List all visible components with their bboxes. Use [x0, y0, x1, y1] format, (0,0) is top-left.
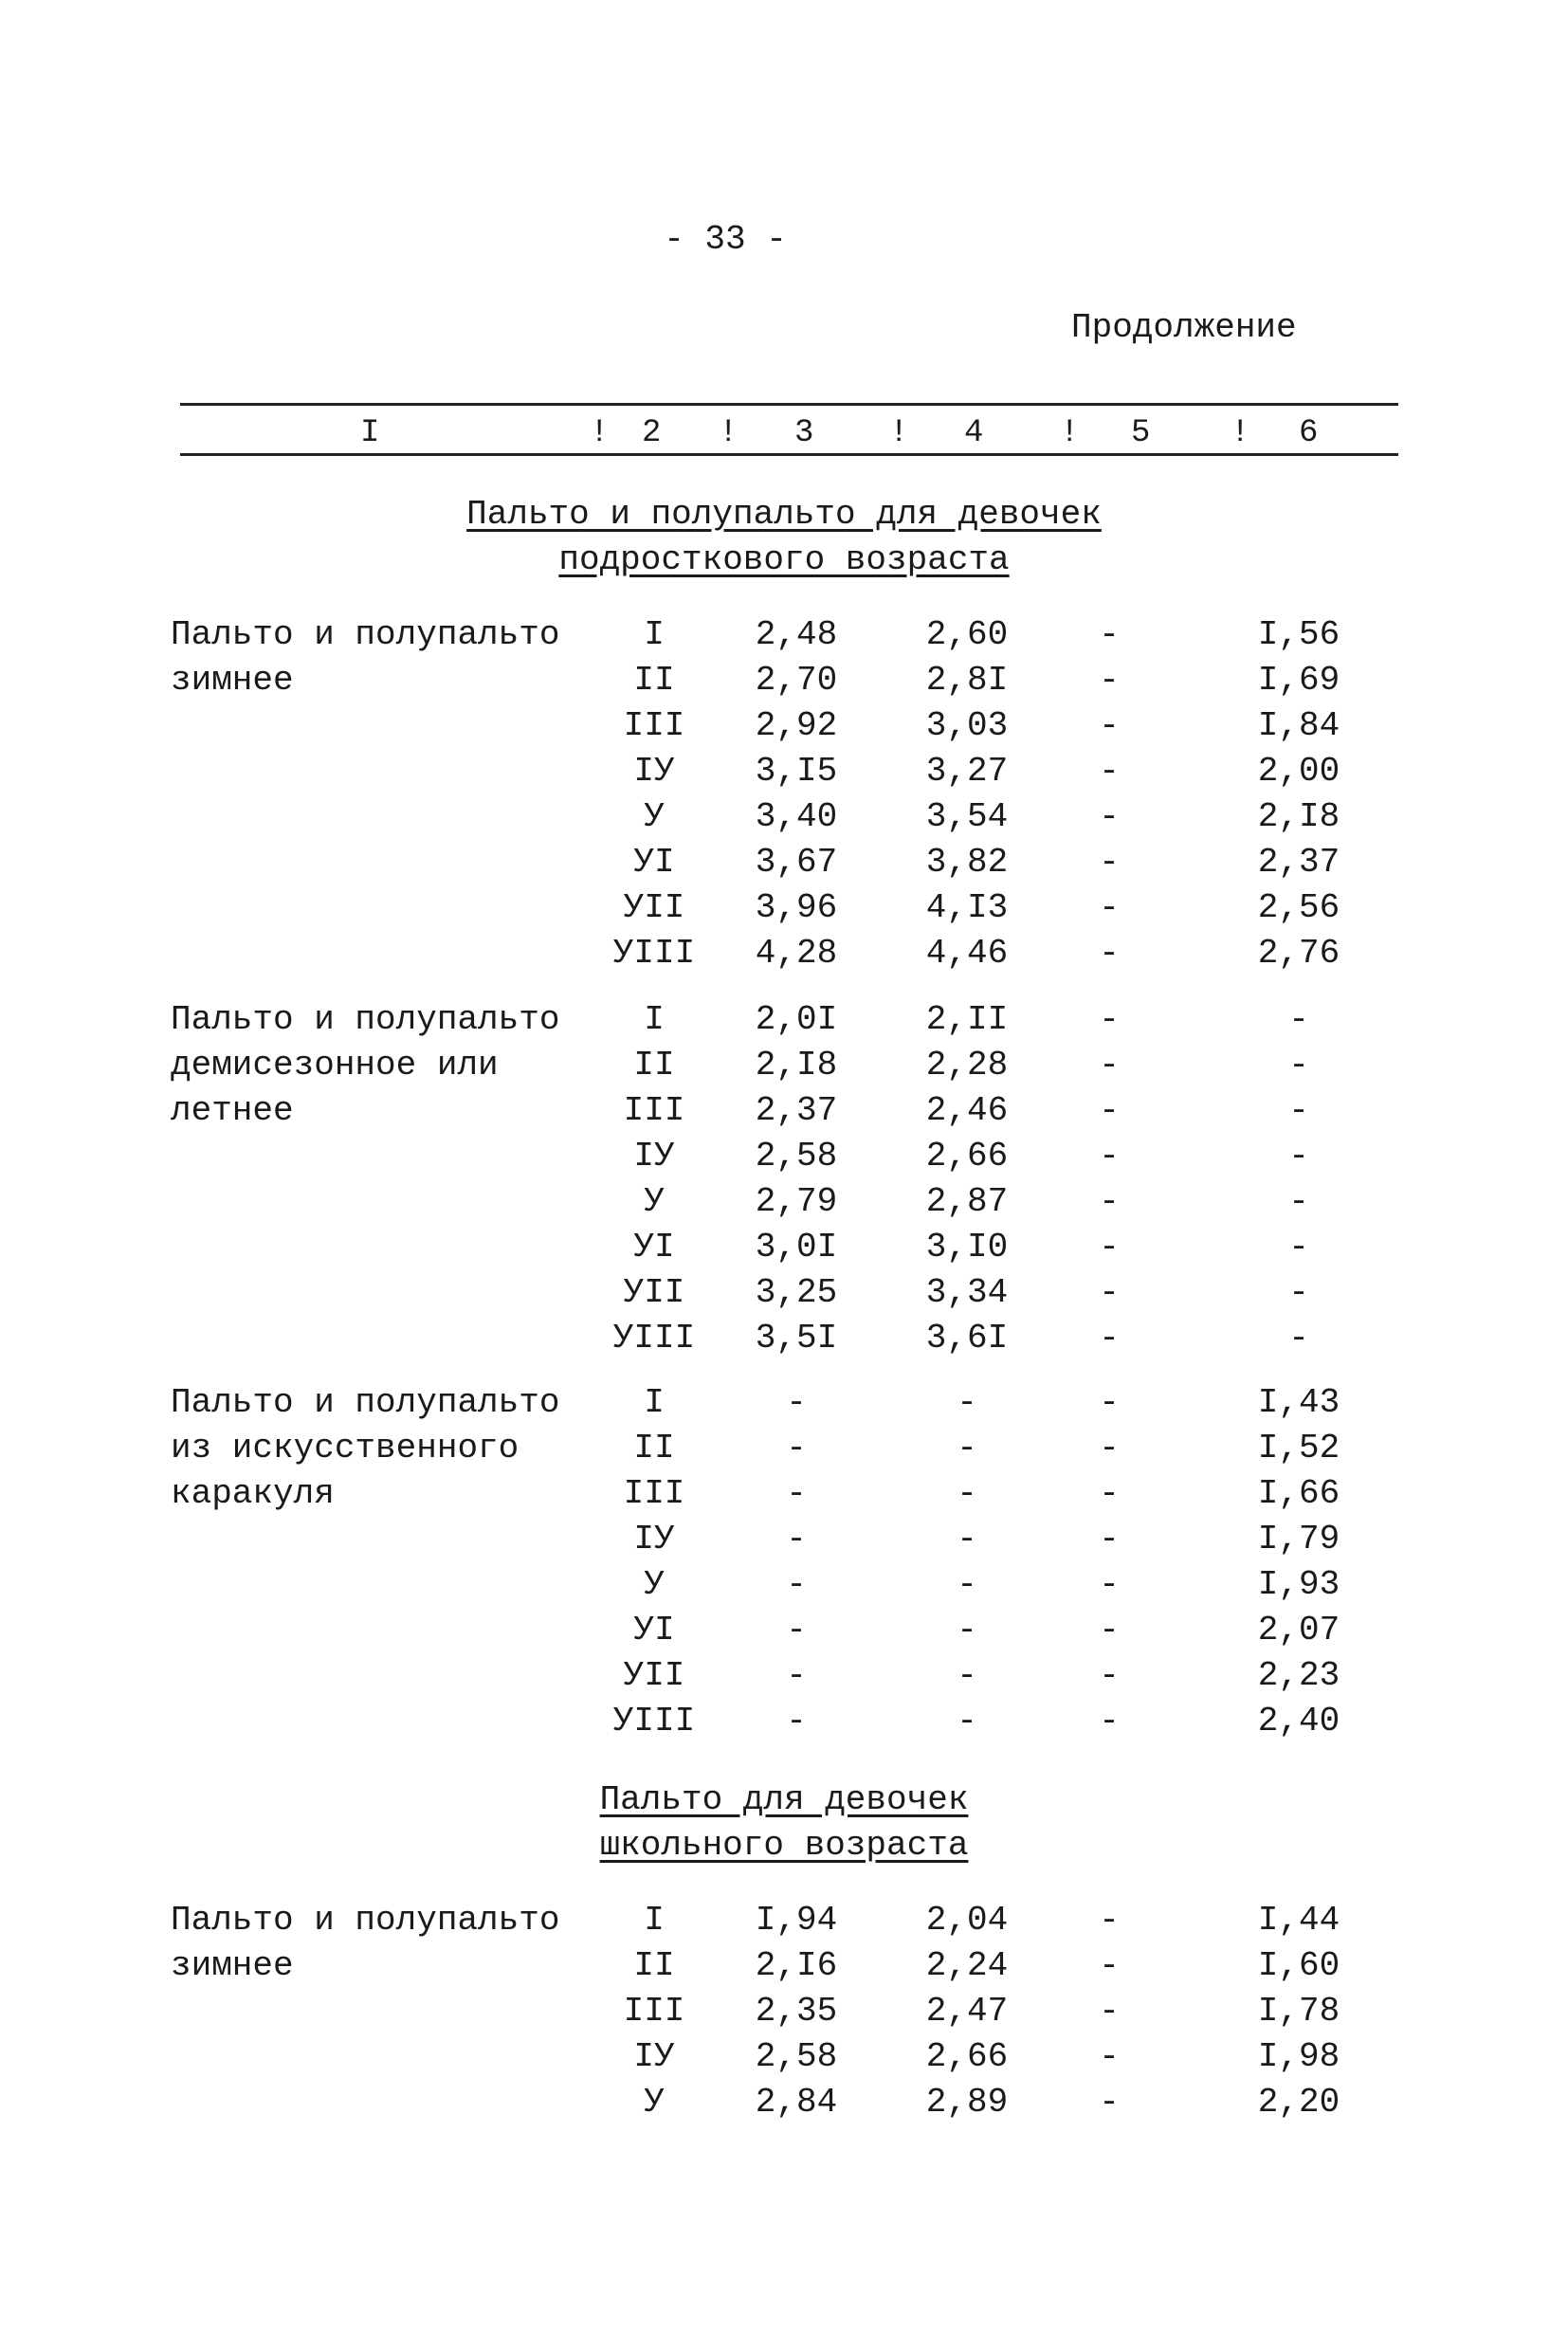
value-cell-3: 2,79	[755, 1182, 838, 1221]
value-cell-6: I,60	[1257, 1946, 1340, 1985]
size-cell: У	[644, 1182, 665, 1221]
header-sep-2: !	[719, 415, 738, 451]
size-cell: II	[633, 1046, 675, 1084]
value-cell-3: 3,5I	[755, 1319, 838, 1358]
value-cell-4: 3,6I	[925, 1319, 1009, 1358]
value-cell-6: -	[1288, 1046, 1309, 1084]
value-cell-4: 3,82	[925, 843, 1009, 882]
value-cell-5: -	[1099, 1319, 1120, 1358]
value-cell-3: 2,84	[755, 2083, 838, 2122]
value-cell-6: -	[1288, 1000, 1309, 1039]
value-cell-4: 3,27	[925, 752, 1009, 791]
value-cell-5: -	[1099, 1656, 1120, 1695]
value-cell-3: 2,I8	[755, 1046, 838, 1084]
value-cell-6: -	[1288, 1091, 1309, 1130]
group-label: Пальто и полупальто	[171, 1383, 560, 1422]
group-label: Пальто и полупальто	[171, 1901, 560, 1940]
section-title-2b: школьного возраста	[599, 1826, 969, 1865]
value-cell-6: I,79	[1257, 1520, 1340, 1558]
value-cell-4: 3,34	[925, 1273, 1009, 1312]
value-cell-4: 2,24	[925, 1946, 1009, 1985]
value-cell-4: 2,46	[925, 1091, 1009, 1130]
size-cell: I	[644, 615, 665, 654]
value-cell-4: 3,I0	[925, 1228, 1009, 1267]
value-cell-5: -	[1099, 1565, 1120, 1604]
value-cell-6: I,69	[1257, 661, 1340, 700]
group-label: каракуля	[171, 1474, 335, 1513]
value-cell-3: -	[786, 1702, 807, 1740]
value-cell-3: 3,I5	[755, 752, 838, 791]
size-cell: УII	[623, 1273, 685, 1312]
value-cell-4: 2,II	[925, 1000, 1009, 1039]
value-cell-4: 2,8I	[925, 661, 1009, 700]
value-cell-6: -	[1288, 1137, 1309, 1176]
value-cell-3: 2,58	[755, 2037, 838, 2076]
value-cell-6: -	[1288, 1273, 1309, 1312]
value-cell-4: -	[957, 1565, 977, 1604]
header-col-6: 6	[1299, 415, 1319, 451]
group-label: зимнее	[171, 1946, 294, 1985]
value-cell-3: 2,0I	[755, 1000, 838, 1039]
size-cell: III	[623, 1474, 685, 1513]
value-cell-6: I,98	[1257, 2037, 1340, 2076]
value-cell-5: -	[1099, 797, 1120, 836]
group-label: зимнее	[171, 661, 294, 700]
value-cell-4: 2,28	[925, 1046, 1009, 1084]
value-cell-3: 2,70	[755, 661, 838, 700]
value-cell-4: 2,87	[925, 1182, 1009, 1221]
size-cell: I	[644, 1000, 665, 1039]
value-cell-5: -	[1099, 2083, 1120, 2122]
header-col-1: I	[360, 415, 380, 451]
value-cell-5: -	[1099, 615, 1120, 654]
value-cell-3: -	[786, 1611, 807, 1649]
value-cell-3: I,94	[755, 1901, 838, 1940]
group-label: Пальто и полупальто	[171, 1000, 560, 1039]
value-cell-5: -	[1099, 888, 1120, 927]
size-cell: I	[644, 1901, 665, 1940]
value-cell-3: -	[786, 1520, 807, 1558]
header-sep-4: !	[1060, 415, 1080, 451]
value-cell-5: -	[1099, 2037, 1120, 2076]
size-cell: II	[633, 1946, 675, 1985]
value-cell-4: -	[957, 1383, 977, 1422]
value-cell-5: -	[1099, 1000, 1120, 1039]
value-cell-3: 3,0I	[755, 1228, 838, 1267]
value-cell-4: 2,04	[925, 1901, 1009, 1940]
value-cell-3: 3,96	[755, 888, 838, 927]
value-cell-4: 2,47	[925, 1992, 1009, 2031]
value-cell-6: 2,20	[1257, 2083, 1340, 2122]
value-cell-5: -	[1099, 1901, 1120, 1940]
value-cell-3: -	[786, 1565, 807, 1604]
value-cell-5: -	[1099, 1137, 1120, 1176]
size-cell: IУ	[633, 2037, 675, 2076]
value-cell-4: 2,89	[925, 2083, 1009, 2122]
header-sep-5: !	[1231, 415, 1250, 451]
group-label: из искусственного	[171, 1429, 520, 1467]
value-cell-4: 4,46	[925, 934, 1009, 973]
group-label: демисезонное или	[171, 1046, 499, 1084]
size-cell: III	[623, 1091, 685, 1130]
table-top-rule	[180, 403, 1398, 406]
value-cell-6: I,84	[1257, 706, 1340, 745]
value-cell-3: 2,35	[755, 1992, 838, 2031]
section-title-1b: подросткового возраста	[558, 540, 1010, 579]
value-cell-6: 2,40	[1257, 1702, 1340, 1740]
value-cell-6: I,66	[1257, 1474, 1340, 1513]
value-cell-3: 3,40	[755, 797, 838, 836]
size-cell: УIII	[612, 1319, 696, 1358]
value-cell-4: 4,I3	[925, 888, 1009, 927]
value-cell-6: I,78	[1257, 1992, 1340, 2031]
value-cell-5: -	[1099, 1273, 1120, 1312]
value-cell-5: -	[1099, 1946, 1120, 1985]
size-cell: II	[633, 661, 675, 700]
value-cell-3: 3,25	[755, 1273, 838, 1312]
value-cell-3: 2,92	[755, 706, 838, 745]
value-cell-6: I,43	[1257, 1383, 1340, 1422]
value-cell-3: -	[786, 1383, 807, 1422]
size-cell: I	[644, 1383, 665, 1422]
header-col-5: 5	[1131, 415, 1151, 451]
value-cell-3: 2,I6	[755, 1946, 838, 1985]
size-cell: У	[644, 1565, 665, 1604]
value-cell-5: -	[1099, 1611, 1120, 1649]
value-cell-3: 4,28	[755, 934, 838, 973]
value-cell-3: -	[786, 1474, 807, 1513]
value-cell-5: -	[1099, 1091, 1120, 1130]
group-label: летнее	[171, 1091, 294, 1130]
value-cell-3: 3,67	[755, 843, 838, 882]
size-cell: II	[633, 1429, 675, 1467]
table-header-rule	[180, 453, 1398, 456]
value-cell-5: -	[1099, 1429, 1120, 1467]
value-cell-6: I,52	[1257, 1429, 1340, 1467]
size-cell: УIII	[612, 934, 696, 973]
value-cell-6: 2,07	[1257, 1611, 1340, 1649]
size-cell: IУ	[633, 752, 675, 791]
value-cell-6: I,56	[1257, 615, 1340, 654]
value-cell-4: 2,66	[925, 2037, 1009, 2076]
value-cell-4: -	[957, 1474, 977, 1513]
value-cell-5: -	[1099, 1702, 1120, 1740]
value-cell-5: -	[1099, 1228, 1120, 1267]
value-cell-6: -	[1288, 1182, 1309, 1221]
size-cell: У	[644, 797, 665, 836]
size-cell: УI	[633, 1228, 675, 1267]
continuation-label: Продолжение	[1071, 308, 1297, 347]
header-col-4: 4	[964, 415, 984, 451]
size-cell: У	[644, 2083, 665, 2122]
size-cell: УIII	[612, 1702, 696, 1740]
header-col-3: 3	[794, 415, 814, 451]
size-cell: УI	[633, 1611, 675, 1649]
value-cell-3: -	[786, 1656, 807, 1695]
value-cell-4: -	[957, 1702, 977, 1740]
value-cell-4: 2,60	[925, 615, 1009, 654]
value-cell-6: 2,00	[1257, 752, 1340, 791]
size-cell: III	[623, 1992, 685, 2031]
value-cell-3: 2,48	[755, 615, 838, 654]
value-cell-5: -	[1099, 661, 1120, 700]
group-label: Пальто и полупальто	[171, 615, 560, 654]
value-cell-3: 2,37	[755, 1091, 838, 1130]
size-cell: УI	[633, 843, 675, 882]
value-cell-4: -	[957, 1520, 977, 1558]
size-cell: IУ	[633, 1137, 675, 1176]
value-cell-5: -	[1099, 1046, 1120, 1084]
value-cell-5: -	[1099, 1182, 1120, 1221]
size-cell: УII	[623, 1656, 685, 1695]
header-col-2: 2	[642, 415, 662, 451]
value-cell-4: -	[957, 1656, 977, 1695]
value-cell-3: 2,58	[755, 1137, 838, 1176]
size-cell: IУ	[633, 1520, 675, 1558]
value-cell-6: I,93	[1257, 1565, 1340, 1604]
value-cell-5: -	[1099, 934, 1120, 973]
value-cell-3: -	[786, 1429, 807, 1467]
section-title-2a: Пальто для девочек	[599, 1780, 969, 1819]
value-cell-5: -	[1099, 1383, 1120, 1422]
value-cell-5: -	[1099, 1520, 1120, 1558]
value-cell-6: -	[1288, 1319, 1309, 1358]
value-cell-6: 2,23	[1257, 1656, 1340, 1695]
size-cell: УII	[623, 888, 685, 927]
value-cell-4: 2,66	[925, 1137, 1009, 1176]
value-cell-5: -	[1099, 706, 1120, 745]
size-cell: III	[623, 706, 685, 745]
value-cell-5: -	[1099, 843, 1120, 882]
value-cell-4: -	[957, 1611, 977, 1649]
value-cell-5: -	[1099, 1474, 1120, 1513]
value-cell-4: 3,54	[925, 797, 1009, 836]
value-cell-6: I,44	[1257, 1901, 1340, 1940]
header-sep-3: !	[889, 415, 909, 451]
value-cell-4: -	[957, 1429, 977, 1467]
value-cell-6: 2,I8	[1257, 797, 1340, 836]
value-cell-6: 2,37	[1257, 843, 1340, 882]
value-cell-6: 2,56	[1257, 888, 1340, 927]
section-title-1a: Пальто и полупальто для девочек	[466, 495, 1102, 534]
value-cell-6: -	[1288, 1228, 1309, 1267]
value-cell-5: -	[1099, 1992, 1120, 2031]
value-cell-5: -	[1099, 752, 1120, 791]
page-number: - 33 -	[664, 220, 787, 259]
value-cell-4: 3,03	[925, 706, 1009, 745]
header-sep-1: !	[590, 415, 610, 451]
value-cell-6: 2,76	[1257, 934, 1340, 973]
